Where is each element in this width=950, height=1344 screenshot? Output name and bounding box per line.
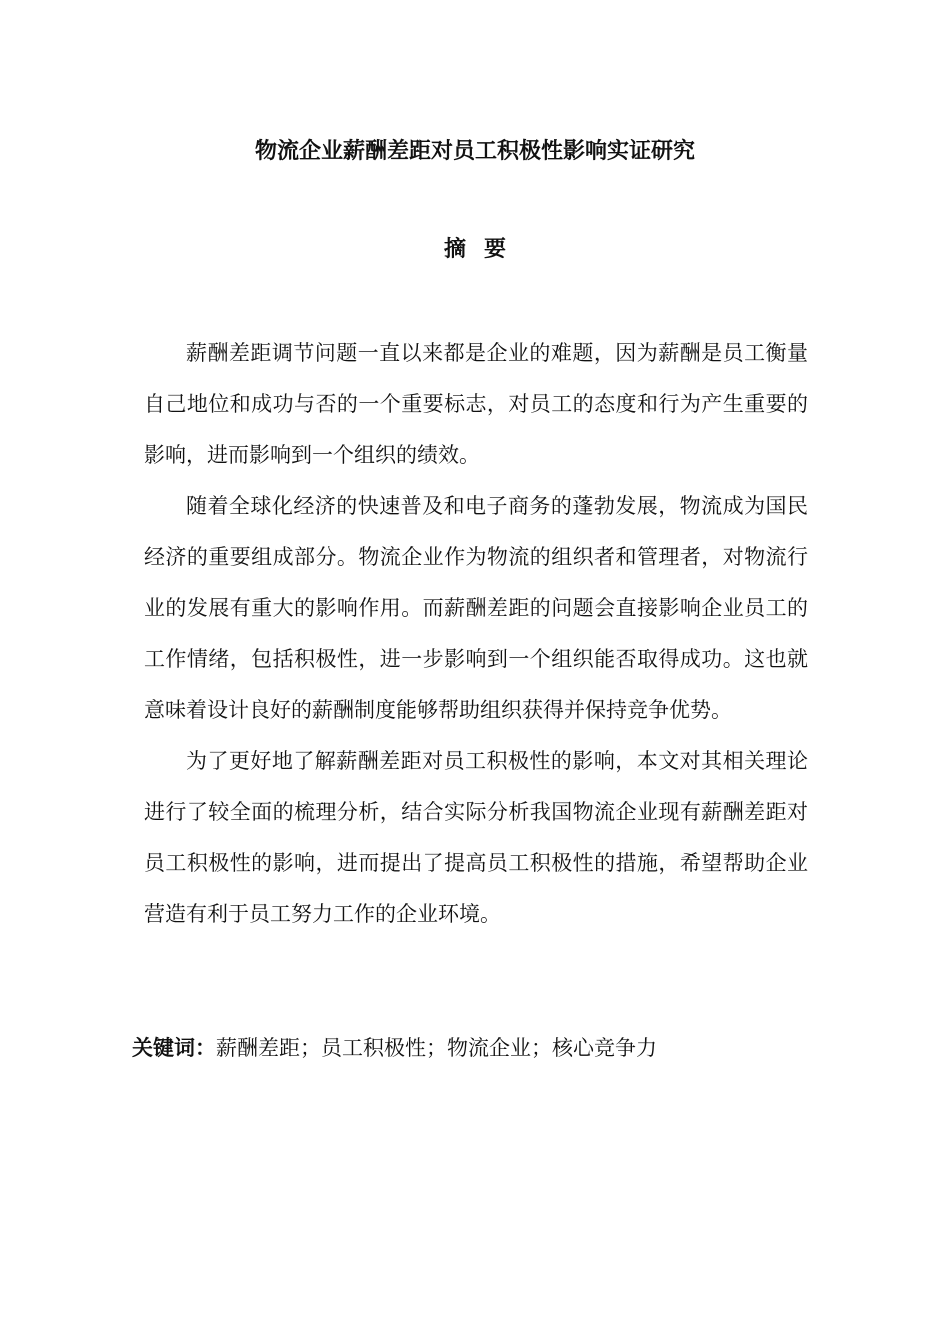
keywords-line <box>132 1030 832 1066</box>
abstract-body <box>144 328 808 940</box>
abstract-paragraph-3: 为了更好地了解薪酬差距对员工积极性的影响，本文对其相关理论进行了较全面的梳理分析，结合实际分析我国物流企业现有薪酬差距对员工积极性的影响，进而提出了提高员工积极性的措施，希望帮助企业营造有利于员工努力工作的企业环境。 <box>144 749 808 926</box>
abstract-paragraph-2: 随着全球化经济的快速普及和电子商务的蓬勃发展，物流成为国民经济的重要组成部分。物流企业作为物流的组织者和管理者，对物流行业的发展有重大的影响作用。而薪酬差距的问题会直接影响企业员工的工作情绪，包括积极性，进一步影响到一个组织能否取得成功。这也就意味着设计良好的薪酬制度能够帮助组织获得并保持竞争优势。 <box>144 494 808 722</box>
keywords-label: 关键词： <box>132 1036 216 1060</box>
abstract-heading: 摘要 <box>443 237 524 262</box>
abstract-paragraph-1: 薪酬差距调节问题一直以来都是企业的难题，因为薪酬是员工衡量自己地位和成功与否的一个重要标志，对员工的态度和行为产生重要的影响，进而影响到一个组织的绩效。 <box>144 341 808 467</box>
paper-title: 物流企业薪酬差距对员工积极性影响实证研究 <box>254 139 695 164</box>
keywords-text: 薪酬差距；员工积极性；物流企业；核心竞争力 <box>216 1036 657 1060</box>
